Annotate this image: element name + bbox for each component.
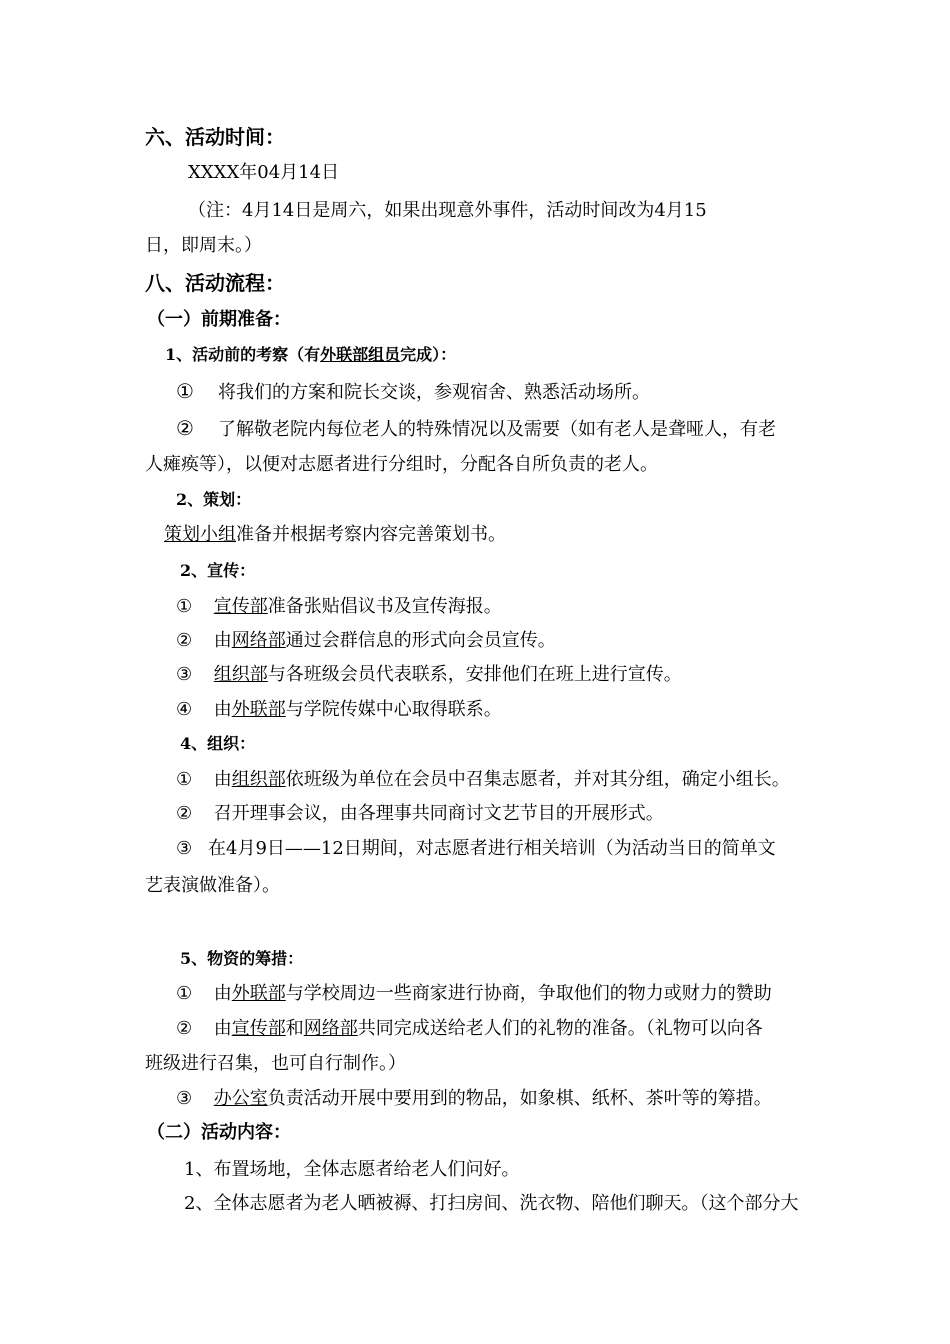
section-6-title: 六、活动时间： bbox=[145, 125, 285, 149]
step-4-item-1: ① 由组织部依班级为单位在会员中召集志愿者，并对其分组，确定小组长。 bbox=[176, 769, 790, 790]
part-2-title: （二）活动内容： bbox=[147, 1122, 291, 1143]
step-4-item-3-cont: 艺表演做准备）。 bbox=[145, 875, 280, 896]
step-1-item-2: ② 了解敬老院内每位老人的特殊情况以及需要（如有老人是聋哑人，有老 bbox=[176, 416, 776, 440]
step-1-item-2-cont: 人瘫痪等），以便对志愿者进行分组时，分配各自所负责的老人。 bbox=[145, 454, 658, 475]
step-3-item-4: ④ 由外联部与学院传媒中心取得联系。 bbox=[176, 699, 502, 720]
step-5-item-2-cont: 班级进行召集，也可自行制作。） bbox=[145, 1053, 406, 1074]
date-note-line-2: 日，即周末。） bbox=[145, 235, 262, 256]
section-8-title: 八、活动流程： bbox=[145, 271, 285, 295]
date-note-line-1: （注：4月14日是周六，如果出现意外事件，活动时间改为4月15 bbox=[188, 200, 707, 221]
step-5-title: 5、物资的筹措： bbox=[180, 949, 304, 968]
content-item-1: 1、布置场地，全体志愿者给老人们问好。 bbox=[184, 1159, 520, 1180]
step-5-item-3: ③ 办公室负责活动开展中要用到的物品，如象棋、纸杯、茶叶等的筹措。 bbox=[176, 1088, 772, 1109]
step-1-item-1: ① 将我们的方案和院长交谈，参观宿舍、熟悉活动场所。 bbox=[176, 379, 650, 403]
activity-date: XXXX年04月14日 bbox=[188, 162, 340, 183]
step-2-title: 2、策划： bbox=[176, 490, 252, 509]
content-item-2: 2、全体志愿者为老人晒被褥、打扫房间、洗衣物、陪他们聊天。（这个部分大 bbox=[184, 1193, 799, 1214]
part-1-title: （一）前期准备： bbox=[147, 309, 291, 330]
step-3-item-1: ① 宣传部准备张贴倡议书及宣传海报。 bbox=[176, 596, 502, 617]
step-3-title: 2、宣传： bbox=[180, 561, 256, 580]
step-2-line: 策划小组准备并根据考察内容完善策划书。 bbox=[164, 524, 506, 545]
step-5-item-2: ② 由宣传部和网络部共同完成送给老人们的礼物的准备。（礼物可以向各 bbox=[176, 1018, 763, 1039]
step-3-item-2: ② 由网络部通过会群信息的形式向会员宣传。 bbox=[176, 630, 556, 651]
step-4-title: 4、组织： bbox=[180, 734, 256, 753]
step-4-item-3: ③ 在4月9日——12日期间，对志愿者进行相关培训（为活动当日的简单文 bbox=[176, 838, 776, 859]
step-3-item-3: ③ 组织部与各班级会员代表联系，安排他们在班上进行宣传。 bbox=[176, 664, 682, 685]
step-4-item-2: ② 召开理事会议，由各理事共同商讨文艺节目的开展形式。 bbox=[176, 803, 664, 824]
step-5-item-1: ① 由外联部与学校周边一些商家进行协商，争取他们的物力或财力的赞助 bbox=[176, 983, 772, 1004]
step-1-title: 1、活动前的考察（有外联部组员完成）： bbox=[165, 345, 457, 364]
